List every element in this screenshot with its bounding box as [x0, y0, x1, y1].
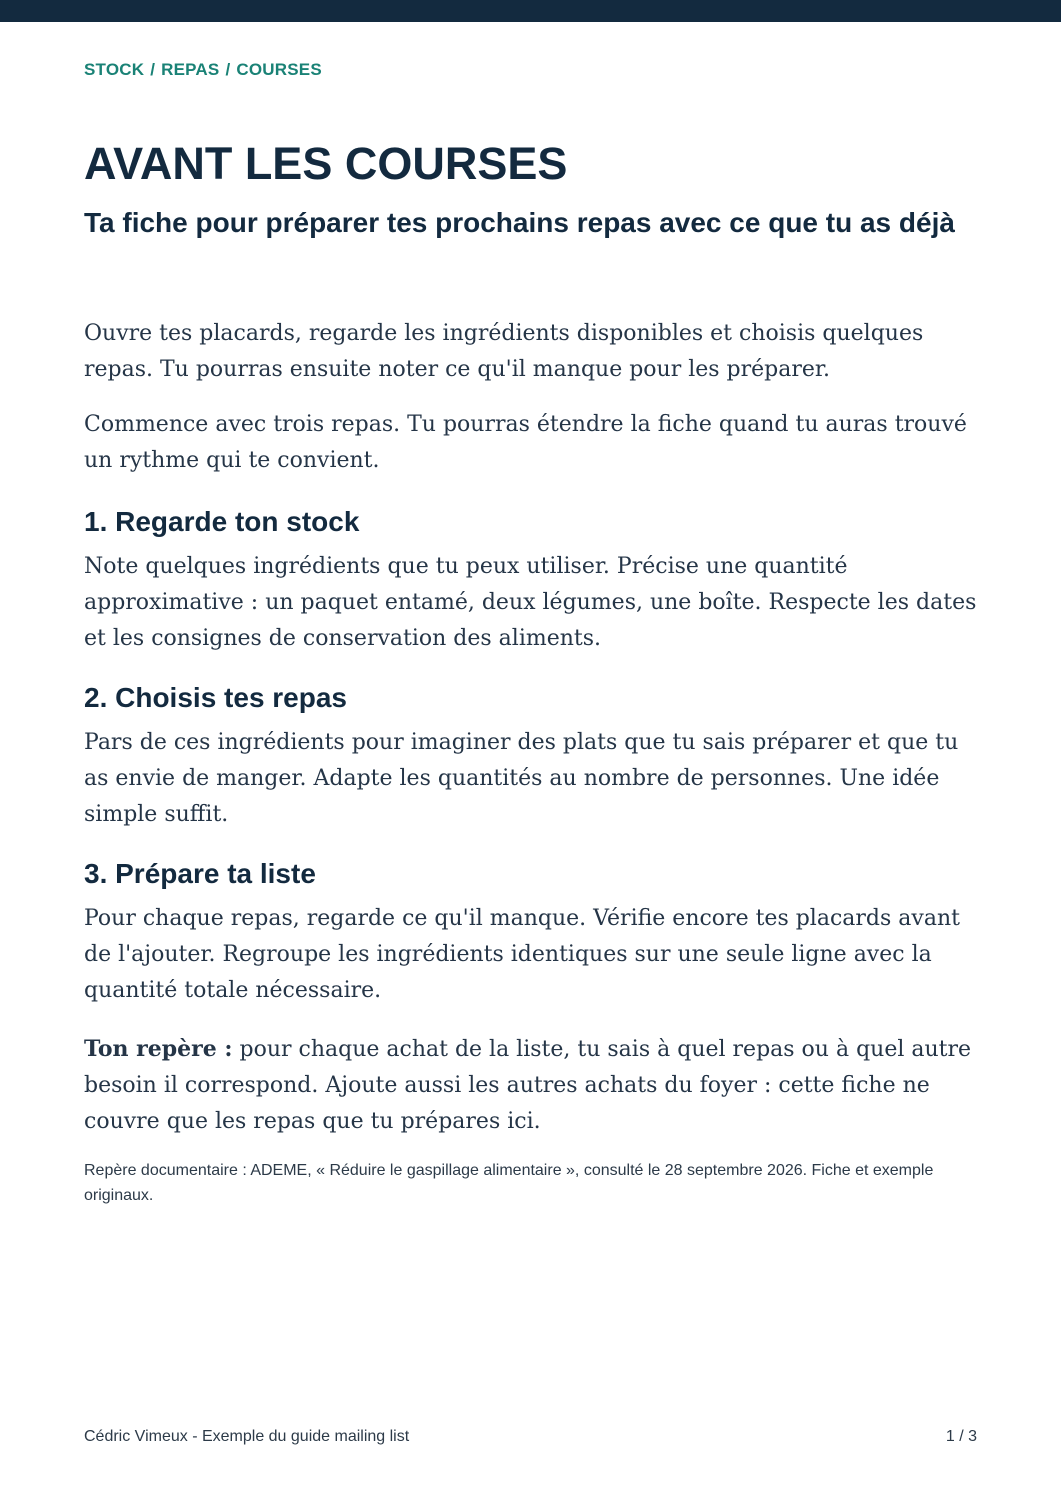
breadcrumb-item-repas: REPAS: [161, 60, 220, 79]
section-heading-stock: 1. Regarde ton stock: [84, 506, 360, 537]
breadcrumb-item-stock: STOCK: [84, 60, 145, 79]
section-text-liste: Pour chaque repas, regarde ce qu'il manque. Vérifie encore tes placards avant de l'ajouter. Regroupe les ingrédients identiques sur une seule ligne avec la quantité totale nécessaire.: [84, 906, 960, 1003]
section-heading-liste: 3. Prépare ta liste: [84, 858, 316, 889]
section-heading-repas: 2. Choisis tes repas: [84, 682, 348, 713]
breadcrumb-separator: /: [150, 60, 156, 79]
benchmark-text: pour chaque achat de la liste, tu sais à quel repas ou à quel autre besoin il correspond. Ajoute aussi les autres achats du foyer : cette fiche ne couvre que les repas que tu prépares ici.: [84, 1037, 972, 1134]
benchmark-label: Ton repère :: [84, 1036, 233, 1062]
source-note: Repère documentaire : ADEME, « Réduire le gaspillage alimentaire », consulté le 28 septembre 2026. Fiche et exemple originaux.: [84, 1162, 934, 1204]
document-body: [84, 316, 979, 1208]
benchmark-paragraph: [84, 1031, 979, 1140]
intro-paragraph-2: Commence avec trois repas. Tu pourras étendre la fiche quand tu auras trouvé un rythme qui te convient.: [84, 412, 967, 473]
section-text-repas: Pars de ces ingrédients pour imaginer des plats que tu sais préparer et que tu as envie de manger. Adapte les quantités au nombre de personnes. Une idée simple suffit.: [84, 730, 959, 827]
page-number: 1 / 3: [945, 1428, 977, 1445]
breadcrumb-separator: /: [225, 60, 231, 79]
footer-author: Cédric Vimeux - Exemple du guide mailing list: [84, 1428, 410, 1445]
breadcrumb-item-courses: COURSES: [236, 60, 322, 79]
intro-paragraph-1: Ouvre tes placards, regarde les ingrédients disponibles et choisis quelques repas. Tu pourras ensuite noter ce qu'il manque pour les préparer.: [84, 321, 924, 382]
page-subtitle: Ta fiche pour préparer tes prochains repas avec ce que tu as déjà: [84, 207, 955, 238]
section-text-stock: Note quelques ingrédients que tu peux utiliser. Précise une quantité approximative : un paquet entamé, deux légumes, une boîte. Respecte les dates et les consignes de conservation des aliments.: [84, 554, 977, 651]
breadcrumb: [84, 60, 322, 80]
page-title: AVANT LES COURSES: [84, 138, 568, 189]
top-banner: [0, 0, 1061, 22]
